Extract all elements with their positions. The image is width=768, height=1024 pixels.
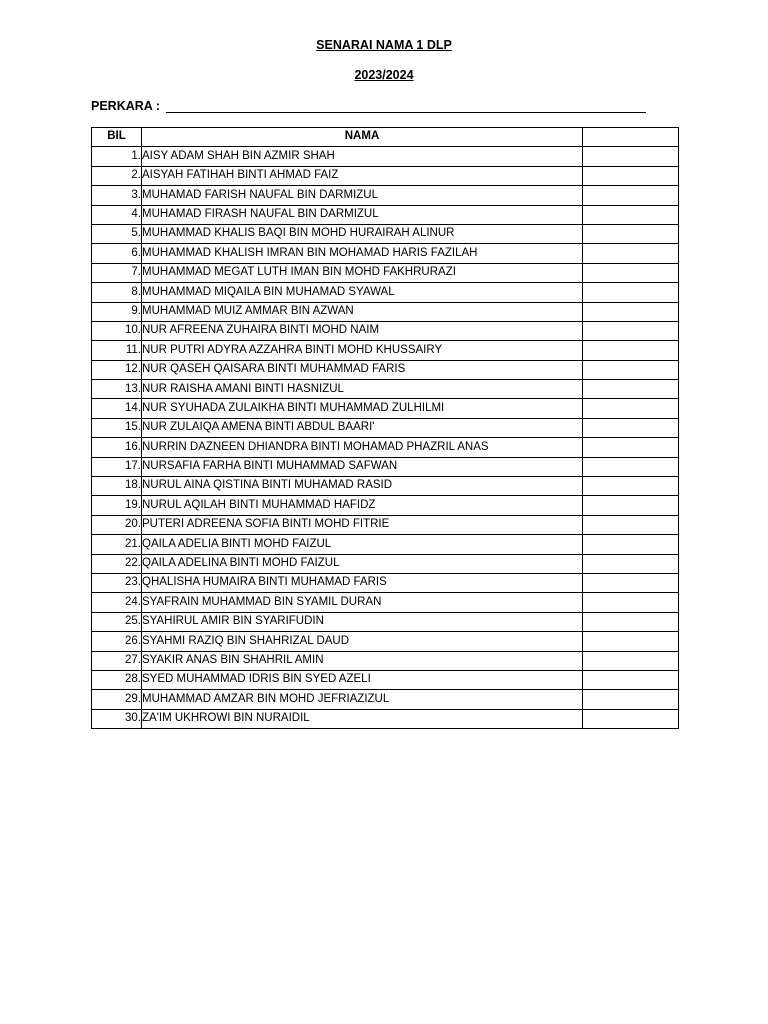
blank-cell [583, 651, 679, 670]
table-row [92, 651, 679, 670]
perkara-blank-line [166, 98, 646, 113]
row-number: 29. [92, 690, 142, 709]
blank-cell [583, 321, 679, 340]
student-name: SYAKIR ANAS BIN SHAHRIL AMIN [142, 651, 583, 670]
table-row [92, 147, 679, 166]
header-bil: BIL [92, 128, 142, 147]
table-row [92, 166, 679, 185]
row-number: 16. [92, 438, 142, 457]
table-row [92, 302, 679, 321]
row-number: 21. [92, 535, 142, 554]
table-row [92, 496, 679, 515]
blank-cell [583, 632, 679, 651]
row-number: 11. [92, 341, 142, 360]
table-row [92, 670, 679, 689]
blank-cell [583, 670, 679, 689]
row-number: 17. [92, 457, 142, 476]
row-number: 19. [92, 496, 142, 515]
student-name: QAILA ADELIA BINTI MOHD FAIZUL [142, 535, 583, 554]
blank-cell [583, 360, 679, 379]
student-name: NUR AFREENA ZUHAIRA BINTI MOHD NAIM [142, 321, 583, 340]
blank-cell [583, 477, 679, 496]
row-number: 27. [92, 651, 142, 670]
row-number: 1. [92, 147, 142, 166]
row-number: 13. [92, 380, 142, 399]
row-number: 12. [92, 360, 142, 379]
row-number: 6. [92, 244, 142, 263]
table-row [92, 244, 679, 263]
row-number: 8. [92, 283, 142, 302]
blank-cell [583, 457, 679, 476]
student-name: QHALISHA HUMAIRA BINTI MUHAMAD FARIS [142, 573, 583, 592]
row-number: 14. [92, 399, 142, 418]
table-row [92, 186, 679, 205]
table-row [92, 263, 679, 282]
table-row [92, 380, 679, 399]
table-row [92, 515, 679, 534]
row-number: 24. [92, 593, 142, 612]
perkara-field [91, 98, 651, 113]
table-row [92, 477, 679, 496]
student-name: MUHAMAD FIRASH NAUFAL BIN DARMIZUL [142, 205, 583, 224]
row-number: 26. [92, 632, 142, 651]
student-name: NURUL AINA QISTINA BINTI MUHAMAD RASID [142, 477, 583, 496]
header-nama: NAMA [142, 128, 583, 147]
row-number: 2. [92, 166, 142, 185]
student-name: SYAHIRUL AMIR BIN SYARIFUDIN [142, 612, 583, 631]
table-body [92, 147, 679, 729]
row-number: 25. [92, 612, 142, 631]
perkara-label: PERKARA : [91, 99, 160, 113]
row-number: 5. [92, 224, 142, 243]
student-name: NURSAFIA FARHA BINTI MUHAMMAD SAFWAN [142, 457, 583, 476]
blank-cell [583, 341, 679, 360]
blank-cell [583, 186, 679, 205]
blank-cell [583, 418, 679, 437]
table-row [92, 554, 679, 573]
row-number: 9. [92, 302, 142, 321]
row-number: 23. [92, 573, 142, 592]
row-number: 22. [92, 554, 142, 573]
student-name: MUHAMMAD MUIZ AMMAR BIN AZWAN [142, 302, 583, 321]
student-name: MUHAMMAD MEGAT LUTH IMAN BIN MOHD FAKHRURAZI [142, 263, 583, 282]
blank-cell [583, 535, 679, 554]
blank-cell [583, 147, 679, 166]
table-row [92, 399, 679, 418]
student-name: AISY ADAM SHAH BIN AZMIR SHAH [142, 147, 583, 166]
row-number: 20. [92, 515, 142, 534]
student-name: SYAFRAIN MUHAMMAD BIN SYAMIL DURAN [142, 593, 583, 612]
blank-cell [583, 263, 679, 282]
student-name: ZA'IM UKHROWI BIN NURAIDIL [142, 709, 583, 728]
student-name: MUHAMMAD KHALISH IMRAN BIN MOHAMAD HARIS FAZILAH [142, 244, 583, 263]
table-row [92, 205, 679, 224]
row-number: 10. [92, 321, 142, 340]
blank-cell [583, 166, 679, 185]
student-name: SYAHMI RAZIQ BIN SHAHRIZAL DAUD [142, 632, 583, 651]
student-name: NURRIN DAZNEEN DHIANDRA BINTI MOHAMAD PHAZRIL ANAS [142, 438, 583, 457]
table-row [92, 418, 679, 437]
student-name: NUR QASEH QAISARA BINTI MUHAMMAD FARIS [142, 360, 583, 379]
blank-cell [583, 515, 679, 534]
student-name: AISYAH FATIHAH BINTI AHMAD FAIZ [142, 166, 583, 185]
row-number: 7. [92, 263, 142, 282]
table-row [92, 224, 679, 243]
student-name: NURUL AQILAH BINTI MUHAMMAD HAFIDZ [142, 496, 583, 515]
blank-cell [583, 554, 679, 573]
blank-cell [583, 709, 679, 728]
blank-cell [583, 438, 679, 457]
student-name: MUHAMMAD KHALIS BAQI BIN MOHD HURAIRAH ALINUR [142, 224, 583, 243]
header-blank [583, 128, 679, 147]
row-number: 3. [92, 186, 142, 205]
blank-cell [583, 399, 679, 418]
table-row [92, 360, 679, 379]
table-row [92, 321, 679, 340]
blank-cell [583, 690, 679, 709]
student-name: MUHAMAD FARISH NAUFAL BIN DARMIZUL [142, 186, 583, 205]
document-year: 2023/2024 [354, 68, 414, 82]
table-row [92, 457, 679, 476]
student-name: MUHAMMAD MIQAILA BIN MUHAMAD SYAWAL [142, 283, 583, 302]
blank-cell [583, 224, 679, 243]
table-row [92, 690, 679, 709]
name-list-table [91, 127, 679, 729]
student-name: QAILA ADELINA BINTI MOHD FAIZUL [142, 554, 583, 573]
blank-cell [583, 593, 679, 612]
row-number: 4. [92, 205, 142, 224]
blank-cell [583, 612, 679, 631]
blank-cell [583, 244, 679, 263]
table-row [92, 709, 679, 728]
table-row [92, 283, 679, 302]
table-row [92, 535, 679, 554]
student-name: NUR PUTRI ADYRA AZZAHRA BINTI MOHD KHUSSAIRY [142, 341, 583, 360]
student-name: MUHAMMAD AMZAR BIN MOHD JEFRIAZIZUL [142, 690, 583, 709]
table-row [92, 573, 679, 592]
blank-cell [583, 573, 679, 592]
student-name: PUTERI ADREENA SOFIA BINTI MOHD FITRIE [142, 515, 583, 534]
table-row [92, 612, 679, 631]
blank-cell [583, 302, 679, 321]
table-row [92, 341, 679, 360]
student-name: NUR RAISHA AMANI BINTI HASNIZUL [142, 380, 583, 399]
student-name: NUR ZULAIQA AMENA BINTI ABDUL BAARI' [142, 418, 583, 437]
row-number: 15. [92, 418, 142, 437]
table-row [92, 438, 679, 457]
blank-cell [583, 205, 679, 224]
row-number: 28. [92, 670, 142, 689]
blank-cell [583, 380, 679, 399]
blank-cell [583, 496, 679, 515]
table-row [92, 593, 679, 612]
table-row [92, 632, 679, 651]
student-name: NUR SYUHADA ZULAIKHA BINTI MUHAMMAD ZULHILMI [142, 399, 583, 418]
blank-cell [583, 283, 679, 302]
student-name: SYED MUHAMMAD IDRIS BIN SYED AZELI [142, 670, 583, 689]
row-number: 30. [92, 709, 142, 728]
document-title: SENARAI NAMA 1 DLP [316, 38, 452, 52]
row-number: 18. [92, 477, 142, 496]
table-header-row [92, 128, 679, 147]
